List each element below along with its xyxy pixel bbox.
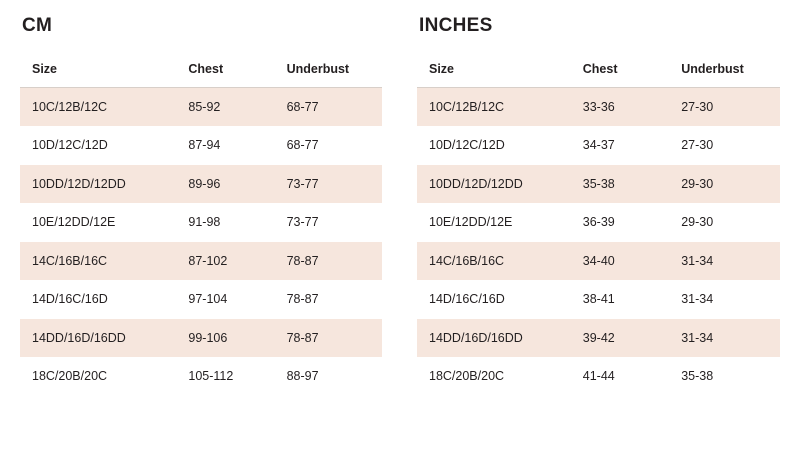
cell-size: 14DD/16D/16DD [417, 319, 571, 358]
size-table-cm-body [20, 87, 382, 396]
cell-chest: 97-104 [176, 280, 274, 319]
cell-underbust: 31-34 [669, 280, 780, 319]
table-row [417, 203, 780, 242]
column-header-size: Size [417, 51, 571, 88]
cell-chest: 87-94 [176, 126, 274, 165]
cell-chest: 41-44 [571, 357, 669, 396]
size-chart-panel-inches [400, 0, 800, 473]
panel-title-inches: INCHES [419, 15, 493, 36]
cell-chest: 38-41 [571, 280, 669, 319]
cell-size: 18C/20B/20C [20, 357, 176, 396]
size-table-inches-head [417, 51, 780, 88]
panel-title-cm: CM [22, 15, 53, 36]
cell-chest: 85-92 [176, 87, 274, 126]
cell-size: 14C/16B/16C [20, 242, 176, 281]
column-header-size: Size [20, 51, 176, 88]
cell-underbust: 88-97 [275, 357, 382, 396]
cell-size: 14C/16B/16C [417, 242, 571, 281]
cell-chest: 87-102 [176, 242, 274, 281]
table-row [20, 165, 382, 204]
cell-size: 10C/12B/12C [417, 87, 571, 126]
cell-underbust: 68-77 [275, 87, 382, 126]
cell-underbust: 27-30 [669, 87, 780, 126]
cell-chest: 33-36 [571, 87, 669, 126]
cell-underbust: 78-87 [275, 280, 382, 319]
cell-size: 14D/16C/16D [417, 280, 571, 319]
size-table-cm [20, 51, 382, 396]
cell-chest: 34-40 [571, 242, 669, 281]
cell-underbust: 31-34 [669, 319, 780, 358]
cell-underbust: 29-30 [669, 203, 780, 242]
cell-underbust: 73-77 [275, 165, 382, 204]
table-row [20, 280, 382, 319]
table-row [20, 319, 382, 358]
table-row [20, 126, 382, 165]
cell-size: 10E/12DD/12E [417, 203, 571, 242]
cell-chest: 105-112 [176, 357, 274, 396]
cell-chest: 99-106 [176, 319, 274, 358]
size-table-inches-body [417, 87, 780, 396]
cell-underbust: 31-34 [669, 242, 780, 281]
table-header-row [20, 51, 382, 88]
cell-underbust: 68-77 [275, 126, 382, 165]
table-row [20, 87, 382, 126]
cell-size: 14D/16C/16D [20, 280, 176, 319]
cell-chest: 35-38 [571, 165, 669, 204]
table-row [417, 165, 780, 204]
cell-chest: 91-98 [176, 203, 274, 242]
table-row [20, 357, 382, 396]
size-table-inches [417, 51, 780, 396]
column-header-chest: Chest [571, 51, 669, 88]
size-table-cm-head [20, 51, 382, 88]
cell-chest: 89-96 [176, 165, 274, 204]
table-header-row [417, 51, 780, 88]
cell-underbust: 78-87 [275, 242, 382, 281]
cell-size: 10DD/12D/12DD [417, 165, 571, 204]
cell-size: 10C/12B/12C [20, 87, 176, 126]
cell-size: 18C/20B/20C [417, 357, 571, 396]
cell-size: 10D/12C/12D [20, 126, 176, 165]
table-row [417, 87, 780, 126]
column-header-underbust: Underbust [275, 51, 382, 88]
cell-underbust: 78-87 [275, 319, 382, 358]
cell-underbust: 35-38 [669, 357, 780, 396]
column-header-underbust: Underbust [669, 51, 780, 88]
cell-size: 14DD/16D/16DD [20, 319, 176, 358]
table-row [417, 242, 780, 281]
table-row [417, 357, 780, 396]
table-row [20, 242, 382, 281]
cell-underbust: 27-30 [669, 126, 780, 165]
cell-underbust: 29-30 [669, 165, 780, 204]
cell-chest: 34-37 [571, 126, 669, 165]
column-header-chest: Chest [176, 51, 274, 88]
table-row [417, 280, 780, 319]
cell-size: 10E/12DD/12E [20, 203, 176, 242]
table-row [417, 126, 780, 165]
cell-underbust: 73-77 [275, 203, 382, 242]
cell-chest: 36-39 [571, 203, 669, 242]
cell-size: 10D/12C/12D [417, 126, 571, 165]
cell-size: 10DD/12D/12DD [20, 165, 176, 204]
table-row [20, 203, 382, 242]
cell-chest: 39-42 [571, 319, 669, 358]
table-row [417, 319, 780, 358]
